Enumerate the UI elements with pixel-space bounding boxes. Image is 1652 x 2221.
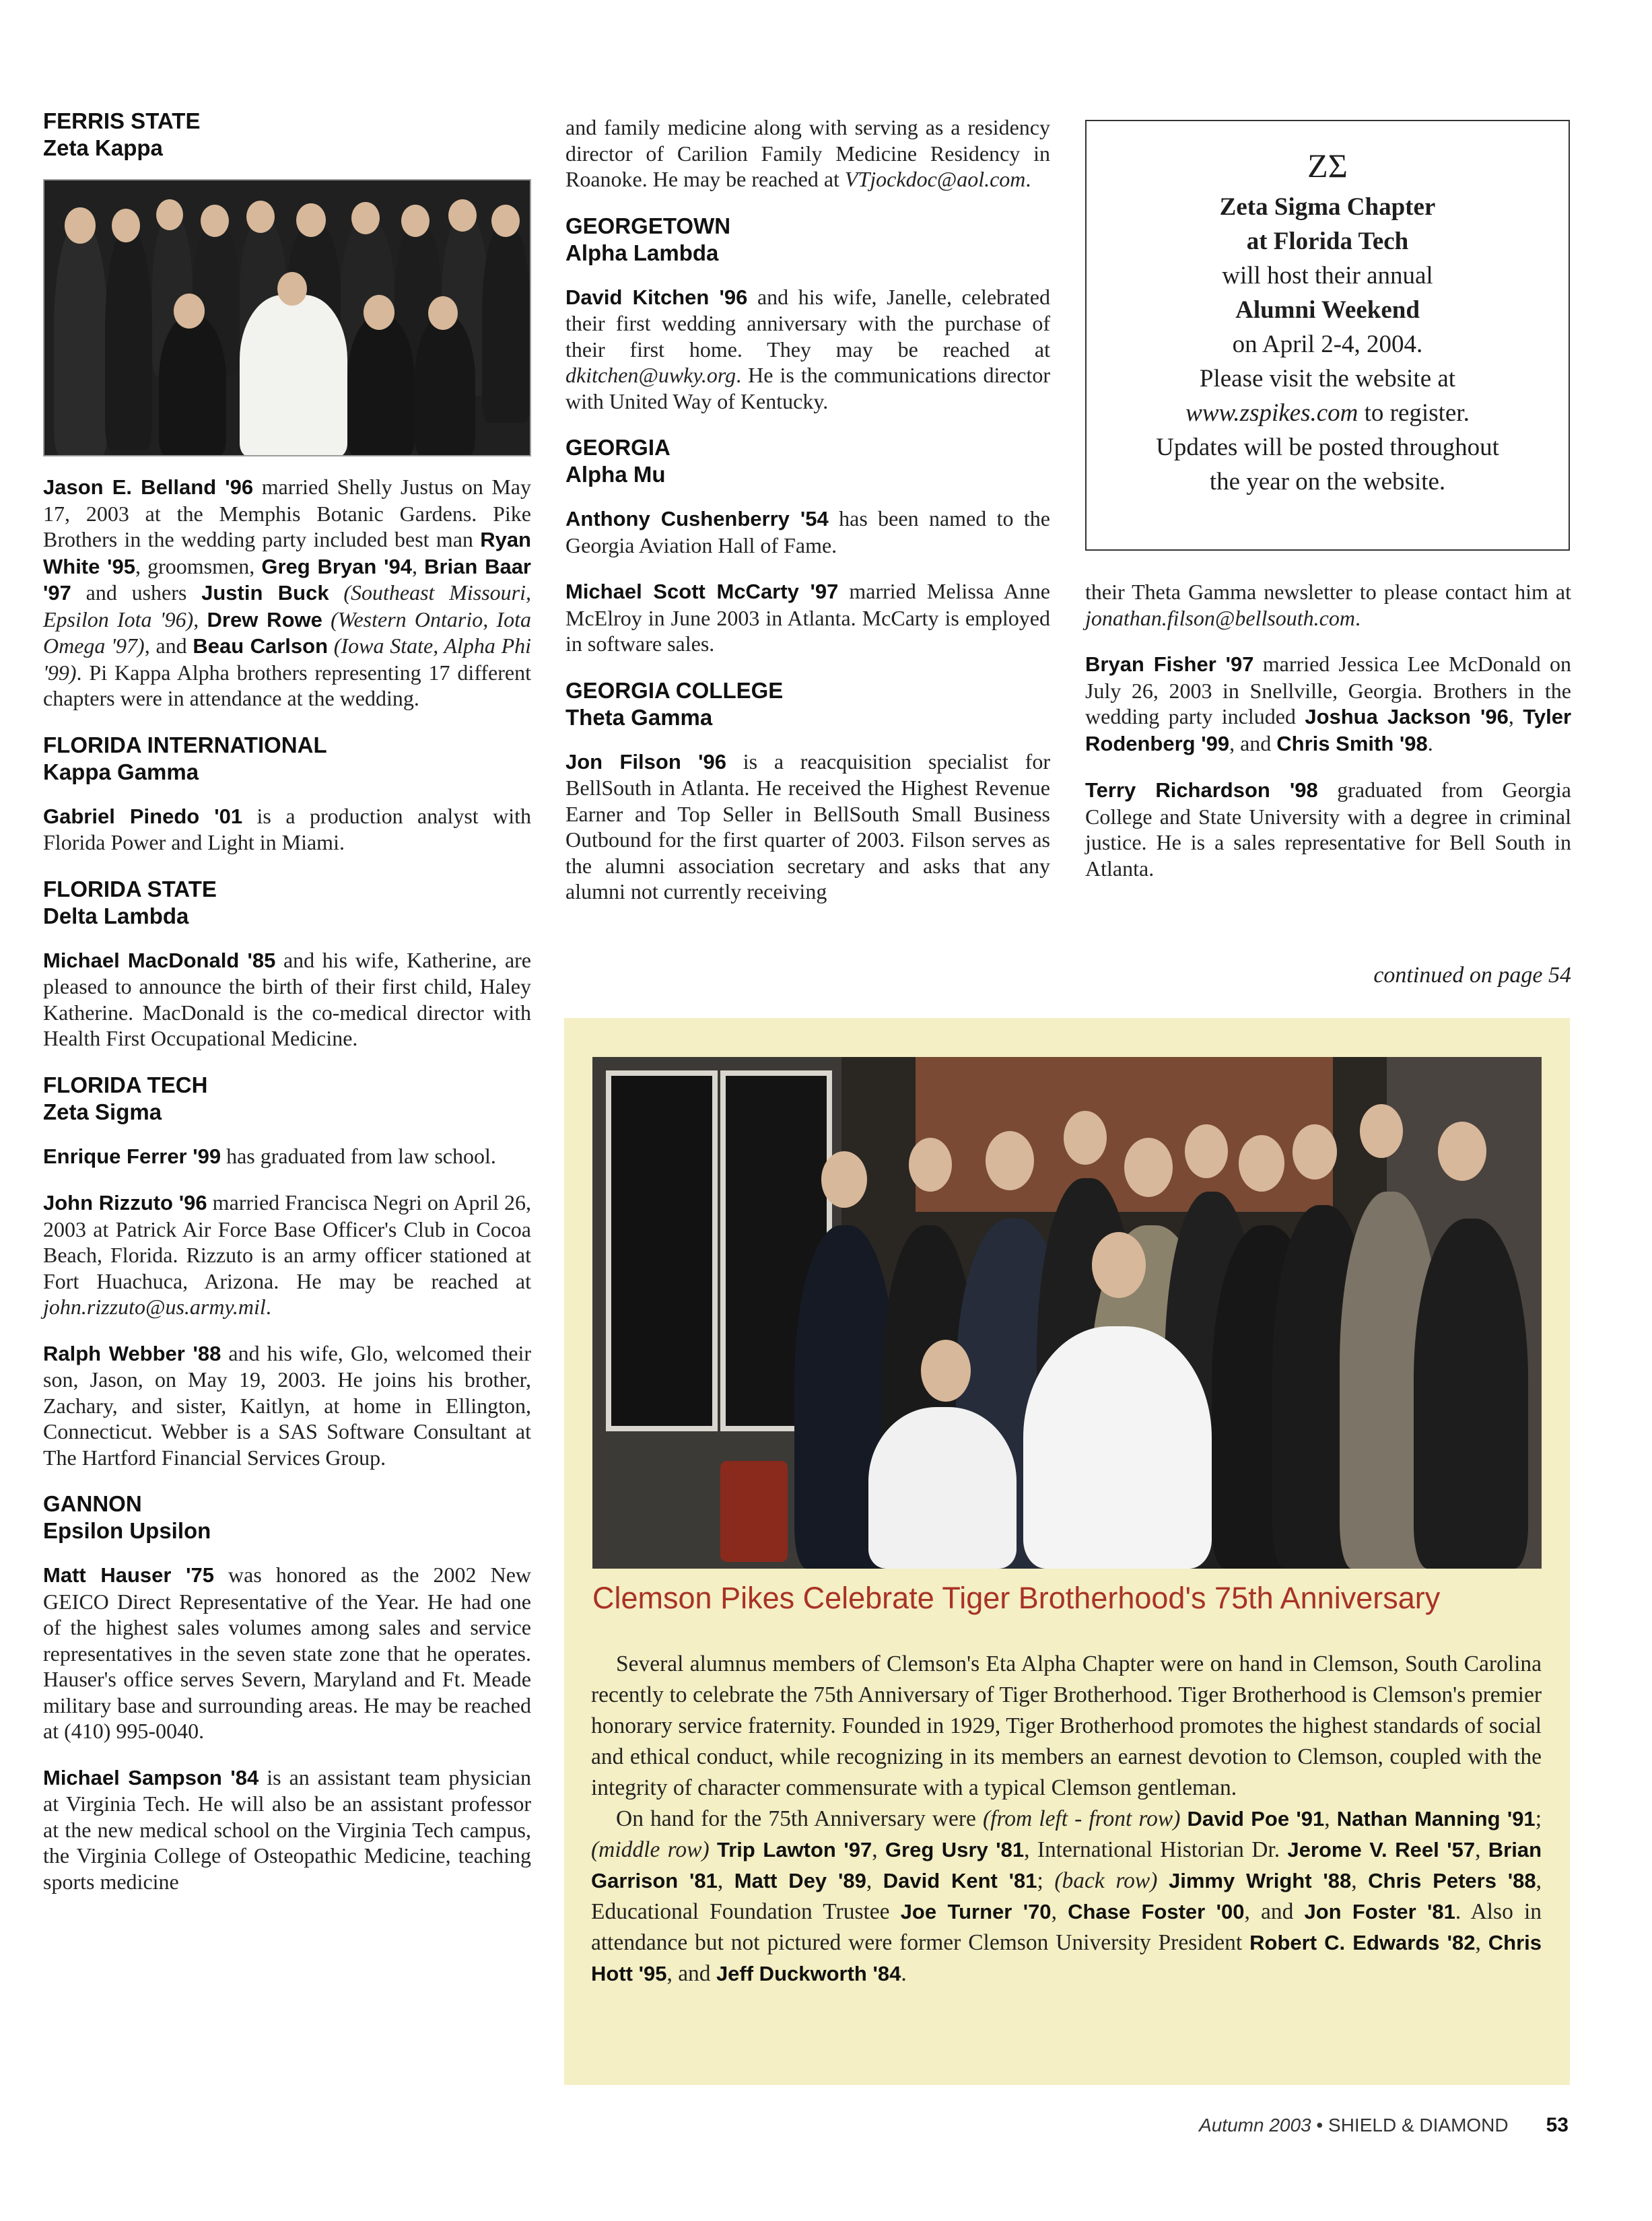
website-link[interactable]: www.zspikes.com [1185,399,1358,427]
school-name: FLORIDA STATE [43,876,217,901]
school-name: GEORGIA COLLEGE [565,677,784,703]
chapter-name: Zeta Kappa [43,135,163,160]
news-item-john-rizzuto: John Rizzuto '96 married Francisca Negri on April 26, 2003 at Patrick Air Force Base Officer's Club in Cocoa Beach, Florida. Rizzuto is an army officer stationed at Fort Huachuca, Arizona. He may be reached at john.rizzuto@us.army.mil. [43,1190,532,1319]
email-link: VTjockdoc@aol.com [844,167,1026,191]
section-heading-georgia-college [565,677,1050,731]
notice-line: Alumni Weekend [1235,296,1420,324]
sidebar-paragraph-attendees: On hand for the 75th Anniversary were (from left - front row) David Poe '91, Nathan Manning '91; (middle row) Trip Lawton '97, Greg Usry '81, International Historian Dr. Jerome V. Reel '57, Brian Garrison '81, Matt Dey '89, David Kent '81; (back row) Jimmy Wright '88, Chris Peters '88, Educational Foundation Trustee Joe Turner '70, Chase Foster '00, and Jon Foster '81. Also in attendance but not pictured were former Clemson University President Robert C. Edwards '82, Chris Hott '95, and Jeff Duckworth '84. [591,1806,1542,1986]
news-item-michael-mccarty: Michael Scott McCarty '97 married Melissa Anne McElroy in June 2003 in Atlanta. McCarty is employed in software sales. [565,579,1050,656]
notice-line: Zeta Sigma Chapter [1219,193,1436,221]
notice-line: will host their annual [1222,262,1433,289]
chapter-name: Alpha Mu [565,462,666,487]
news-item-ralph-webber: Ralph Webber '88 and his wife, Glo, welcomed their son, Jason, on May 19, 2003. He joins his brother, Zachary, and sister, Kaitlyn, at home in Ellington, Connecticut. Webber is a SAS Software Consultant at The Hartford Financial Services Group. [43,1340,531,1470]
column-3 [1085,579,1571,901]
column-1 [43,108,531,1915]
notice-line: the year on the website. [1209,468,1446,496]
chapter-name: Alpha Lambda [565,240,719,265]
news-item-continuation-sampson: and family medicine along with serving as a residency director of Carilion Family Medicine Residency in Roanoke. He may be reached at VTjockdoc@aol.com. [565,115,1050,191]
section-heading-georgetown [565,213,1050,267]
clemson-group-photo [592,1057,1542,1569]
section-heading-georgia [565,434,1050,488]
page-number: 53 [1546,2114,1569,2136]
news-item-terry-richardson: Terry Richardson '98 graduated from Georgia College and State University with a degree in criminal justice. He is a sales representative for Bell South in Atlanta. [1085,778,1572,881]
notice-line: at Florida Tech [1246,228,1409,255]
notice-line: Updates will be posted throughout [1156,434,1499,461]
news-item-continuation-filson: their Theta Gamma newsletter to please contact him at jonathan.filson@bellsouth.com. [1085,580,1571,630]
chapter-name: Delta Lambda [43,903,189,928]
news-item-matt-hauser: Matt Hauser '75 was honored as the 2002 New GEICO Direct Representative of the Year. He had one of the highest sales volumes among sales and service representatives in the seven state zone that he operates. Hauser's office serves Severn, Maryland and Ft. Meade military base and surrounding areas. He may be reached at (410) 995-0040. [43,1563,532,1743]
news-item-anthony-cushenberry: Anthony Cushenberry '54 has been named to the Georgia Aviation Hall of Fame. [565,506,1051,557]
school-name: GANNON [43,1491,142,1516]
section-heading-ferris-state [43,108,531,162]
news-item-jon-filson: Jon Filson '96 is a reacquisition specialist for BellSouth in Atlanta. He received the Highest Revenue Earner and Top Seller in BellSouth Small Business Outbound for the first quarter of 2003. Filson serves as the alumni association secretary and asks that any alumni not currently receiving [565,749,1050,903]
magazine-name: SHIELD & DIAMOND [1328,2115,1509,2135]
alumni-weekend-notice [1085,120,1570,551]
section-heading-gannon [43,1491,531,1544]
footer-separator: • [1311,2115,1329,2135]
news-item-gabriel-pinedo: Gabriel Pinedo '01 is a production analyst with Florida Power and Light in Miami. [43,803,531,854]
school-name: GEORGETOWN [565,213,731,238]
section-heading-florida-tech [43,1072,531,1126]
chapter-name: Theta Gamma [565,704,713,730]
notice-line-url: www.zspikes.com to register. [1185,399,1470,427]
news-item-michael-macdonald: Michael MacDonald '85 and his wife, Katherine, are pleased to announce the birth of their first child, Haley Katherine. MacDonald is the co-medical director with Health First Occupational Medicine. [43,947,532,1050]
notice-line: Please visit the website at [1199,365,1456,392]
email-link: jonathan.filson@bellsouth.com [1085,605,1355,630]
school-name: FERRIS STATE [43,108,201,133]
chapter-name: Kappa Gamma [43,759,199,784]
clemson-sidebar [564,1018,1570,2085]
continued-note: continued on page 54 [1373,963,1571,988]
school-name: FLORIDA TECH [43,1072,208,1097]
sidebar-body [591,1649,1542,1989]
school-name: GEORGIA [565,435,670,460]
news-item-david-kitchen: David Kitchen '96 and his wife, Janelle, celebrated their first wedding anniversary with the purchase of their first home. They may be reached at dkitchen@uwky.org. He is the communications director with United Way of Kentucky. [565,284,1050,413]
chapter-name: Zeta Sigma [43,1099,162,1124]
news-item-enrique-ferrer: Enrique Ferrer '99 has graduated from law school. [43,1143,496,1168]
school-name: FLORIDA INTERNATIONAL [43,732,327,757]
wedding-party-photo [43,179,531,456]
sidebar-title: Clemson Pikes Celebrate Tiger Brotherhood's 75th Anniversary [592,1581,1441,1615]
sidebar-paragraph: Several alumnus members of Clemson's Eta Alpha Chapter were on hand in Clemson, South Carolina recently to celebrate the 75th Anniversary of Tiger Brotherhood. Tiger Brotherhood is Clemson's premier honorary service fraternity. Founded in 1929, Tiger Brotherhood promotes the highest standards of social and ethical conduct, while recognizing in its members an earnest devotion to Clemson, coupled with the integrity of character commensurate with a typical Clemson gentleman. [591,1651,1542,1800]
news-item-jason-belland: Jason E. Belland '96 married Shelly Justus on May 17, 2003 at the Memphis Botanic Gardens. Pike Brothers in the wedding party included best man Ryan White '95, groomsmen, Greg Bryan '94, Brian Baar '97 and ushers Justin Buck (Southeast Missouri, Epsilon Iota '96), Drew Rowe (Western Ontario, Iota Omega '97), and Beau Carlson (Iowa State, Alpha Phi '99). Pi Kappa Alpha brothers representing 17 different chapters were in attendance at the wedding. [43,475,532,710]
notice-line: on April 2-4, 2004. [1232,331,1423,358]
issue-date: Autumn 2003 [1199,2115,1311,2135]
email-link: john.rizzuto@us.army.mil [43,1295,266,1319]
section-heading-florida-state [43,876,531,930]
news-item-bryan-fisher: Bryan Fisher '97 married Jessica Lee McDonald on July 26, 2003 in Snellville, Georgia. Brothers in the wedding party included Joshua Jackson '96, Tyler Rodenberg '99, and Chris Smith '98. [1085,652,1572,755]
column-2 [565,114,1050,925]
page-footer [1138,2114,1569,2137]
chapter-letters: ΖΣ [1307,147,1348,184]
section-heading-florida-international [43,732,531,786]
email-link: dkitchen@uwky.org [565,363,736,387]
chapter-name: Epsilon Upsilon [43,1518,211,1543]
news-item-michael-sampson: Michael Sampson '84 is an assistant team physician at Virginia Tech. He will also be an assistant professor at the new medical school on the Virginia Tech campus, the Virginia College of Osteopathic Medicine, teaching sports medicine [43,1765,531,1894]
